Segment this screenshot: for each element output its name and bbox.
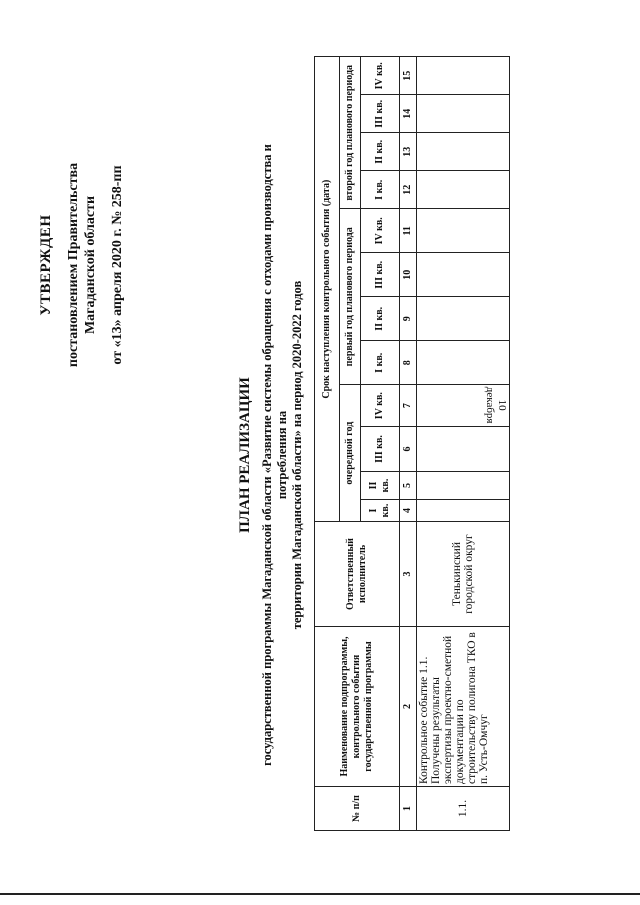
- col-number: 2: [400, 627, 417, 787]
- quarter-second-1: I кв.: [361, 171, 400, 209]
- col-number: 13: [400, 133, 417, 171]
- header-row-1: [315, 57, 340, 831]
- quarter-second-2: II кв.: [361, 133, 400, 171]
- col-number: 1: [400, 787, 417, 831]
- row-cell: [417, 341, 510, 385]
- quarter-current-4: IV кв.: [361, 385, 400, 427]
- col-number: 4: [400, 500, 417, 522]
- page-bottom-rule: [0, 893, 640, 895]
- quarter-current-3: III кв.: [361, 427, 400, 472]
- row-cell: [417, 427, 510, 472]
- row-cell: [417, 57, 510, 95]
- quarter-second-3: III кв.: [361, 95, 400, 133]
- col-number: 9: [400, 297, 417, 341]
- row-cell: [417, 209, 510, 253]
- row-cell: [417, 253, 510, 297]
- col-number: 15: [400, 57, 417, 95]
- row-executor: Тенькинский городской округ: [417, 522, 510, 627]
- row-cell: [417, 95, 510, 133]
- col-number: 7: [400, 385, 417, 427]
- approval-title: УТВЕРЖДЕН: [38, 214, 54, 316]
- row-cell: [417, 500, 510, 522]
- quarter-second-4: IV кв.: [361, 57, 400, 95]
- col-number: 12: [400, 171, 417, 209]
- header-name: Наименование подпрограммы, контрольного события государственной программы: [315, 627, 400, 787]
- approval-line-1: постановлением Правительства: [66, 162, 81, 368]
- row-cell: [417, 472, 510, 500]
- approval-line-2: Магаданской области: [83, 195, 98, 335]
- col-number: 8: [400, 341, 417, 385]
- col-number: 5: [400, 472, 417, 500]
- header-period-first: первый год планового периода: [340, 209, 361, 385]
- plan-subtitle-line-2: территории Магаданской области» на период 2020-2022 годов: [290, 280, 304, 630]
- row-cell: [417, 171, 510, 209]
- approval-block: [38, 135, 126, 395]
- quarter-current-1: I кв.: [361, 500, 400, 522]
- approval-date: от «13» апреля 2020 г. № 258-пп: [110, 165, 125, 365]
- plan-title: ПЛАН РЕАЛИЗАЦИИ: [237, 377, 253, 533]
- header-period-second: второй год планового периода: [340, 57, 361, 209]
- plan-subtitle-line-1: государственной программы Магаданской области «Развитие системы обращения с отходами производства и потребления на: [260, 144, 289, 766]
- quarter-current-2: II кв.: [361, 472, 400, 500]
- row-name: Контрольное событие 1.1. Получены результаты экспертизы проектно-сметной документации по строительству полигона ТКО в п. Усть-Омчуг: [417, 627, 510, 787]
- table-row: [417, 57, 510, 831]
- col-number: 11: [400, 209, 417, 253]
- quarter-first-2: II кв.: [361, 297, 400, 341]
- quarter-first-4: IV кв.: [361, 209, 400, 253]
- plan-table: [314, 56, 510, 831]
- row-deadline-q4-current: 10 декабря: [417, 385, 510, 427]
- header-period-current: очередной год: [340, 385, 361, 522]
- header-executor: Ответственный исполнитель: [315, 522, 400, 627]
- col-number: 3: [400, 522, 417, 627]
- row-num: 1.1.: [417, 787, 510, 831]
- plan-subtitle: [260, 115, 305, 795]
- quarter-first-3: III кв.: [361, 253, 400, 297]
- header-deadline: Срок наступления контрольного события (дата): [315, 57, 340, 522]
- col-number: 14: [400, 95, 417, 133]
- header-num: № п/п: [315, 787, 400, 831]
- row-cell: [417, 297, 510, 341]
- column-number-row: [400, 57, 417, 831]
- col-number: 10: [400, 253, 417, 297]
- quarter-first-1: I кв.: [361, 341, 400, 385]
- row-cell: [417, 133, 510, 171]
- col-number: 6: [400, 427, 417, 472]
